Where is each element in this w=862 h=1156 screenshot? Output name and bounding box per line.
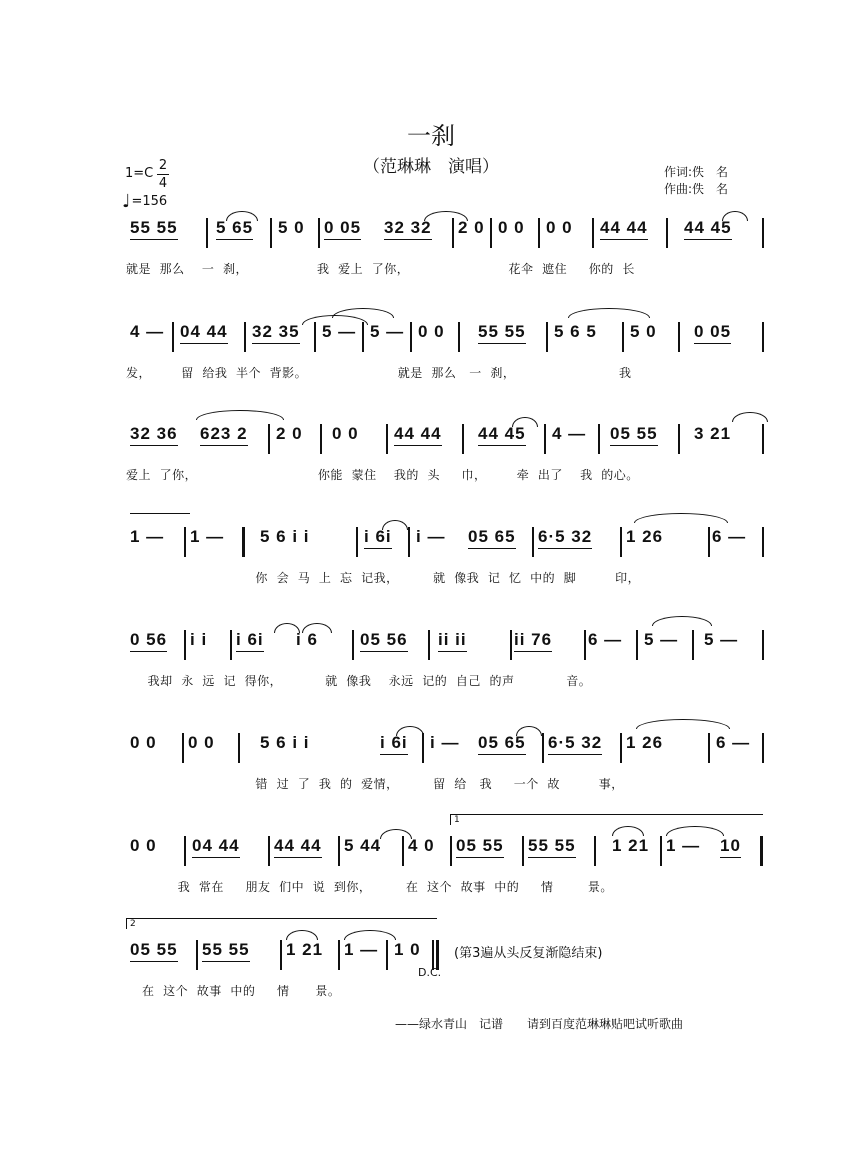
lyrics-row: 发， 留 给我 半个 背影。 就是 那么 一 刹， 我 (126, 366, 632, 380)
score-system-2 (126, 320, 768, 380)
notes-row (126, 815, 768, 874)
lyrics-row: 就是 那么 一 刹， 我 爱上 了你， 花伞 遮住 你的 长 (126, 262, 635, 276)
note-group: 0 0 (130, 733, 157, 752)
notes-row (126, 216, 768, 256)
note-group: 1 — (344, 940, 379, 959)
note-group: 05 65 (468, 527, 516, 549)
barline (184, 630, 186, 660)
barline (320, 424, 322, 454)
barline (270, 218, 272, 248)
barline (352, 630, 354, 660)
barline (636, 630, 638, 660)
barline (196, 940, 198, 970)
note-group: 1 26 (626, 733, 664, 752)
note-group: 32 32 (384, 218, 432, 240)
volta-bracket-1 (450, 814, 763, 825)
barline (184, 836, 186, 866)
note-group: 32 36 (130, 424, 178, 446)
barline (660, 836, 662, 866)
barline (458, 322, 460, 352)
note-group: 5 44 (344, 836, 382, 855)
score-system-8 (126, 919, 768, 998)
barline (280, 940, 282, 970)
lyrics-row: 错 过 了 我 的 爱情， 留 给 我 一个 故 事， (126, 777, 624, 791)
barline (532, 527, 534, 557)
note-group: 0 0 (332, 424, 359, 443)
tempo-value: =156 (131, 194, 168, 209)
barline (678, 424, 680, 454)
note-group: 0 05 (324, 218, 361, 240)
slur (274, 623, 300, 633)
barline (338, 940, 340, 970)
slur (516, 726, 542, 736)
barline (762, 630, 764, 660)
barline (620, 527, 622, 557)
note-group: 05 55 (130, 940, 178, 962)
note-group: 5 6 i i (260, 733, 310, 752)
barline (708, 527, 710, 557)
barline (182, 733, 184, 763)
quarter-note-icon: ♩ (122, 191, 131, 212)
barline (356, 527, 358, 557)
barline (386, 424, 388, 454)
note-group: 05 56 (360, 630, 408, 652)
slur (732, 412, 768, 422)
barline (410, 322, 412, 352)
slur (666, 826, 724, 836)
note-group: 1 21 (612, 836, 650, 855)
slur (226, 211, 258, 221)
note-group: 4 — (552, 424, 587, 443)
notes-row (126, 628, 768, 668)
barline (542, 733, 544, 763)
note-group: 5 65 (216, 218, 253, 240)
notes-row (126, 919, 768, 979)
note-group: 44 44 (600, 218, 648, 240)
barline (386, 940, 388, 970)
note-group: 05 55 (456, 836, 504, 858)
barline (620, 733, 622, 763)
notes-row (126, 422, 768, 462)
tie-line (130, 513, 190, 514)
lyrics-row: 我却 永 远 记 得你， 就 像我 永远 记的 自己 的声 音。 (126, 674, 592, 688)
note-group: 55 55 (528, 836, 576, 858)
barline (230, 630, 232, 660)
slur (196, 410, 284, 420)
lyrics-row: 你 会 马 上 忘 记我， 就 像我 记 忆 中的 脚 印， (126, 571, 641, 585)
note-group: 5 0 (278, 218, 305, 237)
barline (622, 322, 624, 352)
note-group: 44 45 (478, 424, 526, 446)
note-group: 10 (720, 836, 741, 858)
repeat-end-barline (760, 836, 763, 866)
barline (428, 630, 430, 660)
slur (636, 719, 730, 729)
note-group: 44 44 (394, 424, 442, 446)
note-group: 6 — (716, 733, 751, 752)
barline (238, 733, 240, 763)
note-group: 44 44 (274, 836, 322, 858)
barline (592, 218, 594, 248)
barline (268, 836, 270, 866)
barline (318, 218, 320, 248)
note-group: 1 — (190, 527, 225, 546)
note-group: 5 6 5 (554, 322, 597, 341)
note-group: 4 0 (408, 836, 435, 855)
barline (338, 836, 340, 866)
slur (396, 726, 424, 736)
notes-row (126, 731, 768, 771)
note-group: 6 — (588, 630, 623, 649)
barline (678, 322, 680, 352)
note-group: i i (190, 630, 208, 649)
note-group: 55 55 (478, 322, 526, 344)
note-group: 55 55 (130, 218, 178, 240)
note-group: 5 0 (630, 322, 657, 341)
volta-number: 1 (454, 815, 460, 825)
note-group: i — (430, 733, 460, 752)
slur (512, 417, 538, 427)
barline (538, 218, 540, 248)
note-group: 04 44 (180, 322, 228, 344)
barline (598, 424, 600, 454)
time-sig-bottom: 4 (158, 176, 168, 191)
composer-credit: 作曲:佚 名 (664, 182, 729, 196)
barline (452, 218, 454, 248)
barline (544, 424, 546, 454)
barline (490, 218, 492, 248)
barline (522, 836, 524, 866)
tempo-marking (122, 191, 167, 212)
barline (462, 424, 464, 454)
barline (666, 218, 668, 248)
note-group: i 6 (296, 630, 318, 649)
barline (268, 424, 270, 454)
note-group: 5 — (644, 630, 679, 649)
barline (594, 836, 596, 866)
note-group: 5 6 i i (260, 527, 310, 546)
note-group: 1 21 (286, 940, 324, 959)
note-group: 5 — (704, 630, 739, 649)
note-group: 32 35 (252, 322, 300, 344)
note-group: 0 0 (546, 218, 573, 237)
barline (314, 322, 316, 352)
note-group: 0 05 (694, 322, 731, 344)
performer-subtitle: （范琳琳 演唱） (363, 157, 499, 177)
score-system-5 (126, 628, 768, 688)
barline (762, 218, 764, 248)
note-group: i — (416, 527, 446, 546)
note-group: 6·5 32 (548, 733, 602, 755)
barline (244, 322, 246, 352)
barline (408, 527, 410, 557)
slur (344, 930, 396, 940)
slur (568, 308, 650, 318)
dc-mark: D.C. (418, 966, 442, 979)
score-system-3 (126, 422, 768, 482)
barline (546, 322, 548, 352)
barline (692, 630, 694, 660)
slur (634, 513, 728, 523)
note-group: 05 55 (610, 424, 658, 446)
barline (184, 527, 186, 557)
note-group: 1 0 (394, 940, 421, 959)
lyrics-row: 爱上 了你， 你能 蒙住 我的 头 巾， 牵 出了 我 的心。 (126, 468, 639, 482)
note-group: i 6i (236, 630, 264, 652)
note-group: 6 — (712, 527, 747, 546)
note-group: 3 21 (694, 424, 732, 443)
slur (380, 829, 412, 839)
note-group: i 6i (364, 527, 392, 549)
slur (332, 308, 394, 318)
barline (402, 836, 404, 866)
note-group: 0 0 (130, 836, 157, 855)
note-group: i 6i (380, 733, 408, 755)
note-group: ii 76 (514, 630, 552, 652)
score-system-4 (126, 525, 768, 585)
note-group: 0 0 (188, 733, 215, 752)
barline (172, 322, 174, 352)
note-group: 4 — (130, 322, 165, 341)
note-group: 1 26 (626, 527, 664, 546)
song-title: 一刹 (407, 122, 455, 150)
key-signature: 1=C (125, 166, 154, 181)
note-group: 05 65 (478, 733, 526, 755)
note-group: ii ii (438, 630, 467, 652)
notes-row (126, 525, 768, 565)
barline (762, 424, 764, 454)
volta-number: 2 (130, 919, 136, 929)
barline (708, 733, 710, 763)
slur (424, 211, 468, 221)
credits (664, 164, 728, 198)
time-sig-top: 2 (158, 158, 168, 173)
slur (302, 623, 332, 633)
time-signature (157, 158, 169, 191)
barline (584, 630, 586, 660)
barline (362, 322, 364, 352)
notes-row (126, 320, 768, 360)
barline (762, 527, 764, 557)
note-group: 0 0 (418, 322, 445, 341)
lyricist-credit: 作词:佚 名 (664, 165, 729, 179)
barline (206, 218, 208, 248)
score-system-7 (126, 815, 768, 894)
note-group: 6·5 32 (538, 527, 592, 549)
note-group: 5 — (370, 322, 405, 341)
slur (286, 930, 318, 940)
note-group: 1 — (666, 836, 701, 855)
score-system-1 (126, 216, 768, 276)
volta-bracket-2 (126, 918, 437, 929)
note-group: 5 — (322, 322, 357, 341)
slur (652, 616, 712, 626)
slur (382, 520, 408, 530)
score-system-6 (126, 731, 768, 791)
slur (722, 211, 748, 221)
barline (422, 733, 424, 763)
note-group: 623 2 (200, 424, 248, 446)
barline (510, 630, 512, 660)
slur (612, 826, 644, 836)
note-group: 04 44 (192, 836, 240, 858)
lyrics-row: 我 常在 朋友 们中 说 到你， 在 这个 故事 中的 情 景。 (126, 880, 613, 894)
note-group: 0 56 (130, 630, 167, 652)
note-group: 2 0 (458, 218, 485, 237)
note-group: 55 55 (202, 940, 250, 962)
barline (450, 836, 452, 866)
footer-credit: ——绿水青山 记谱 请到百度范琳琳贴吧试听歌曲 (395, 1017, 684, 1031)
ending-instruction: (第3遍从头反复渐隐结束) (454, 946, 603, 961)
barline (762, 322, 764, 352)
note-group: 44 45 (684, 218, 732, 240)
barline (762, 733, 764, 763)
lyrics-row: 在 这个 故事 中的 情 景。 (142, 984, 341, 998)
note-group: 0 0 (498, 218, 525, 237)
note-group: 1 — (130, 527, 165, 546)
time-sig-line (157, 174, 169, 175)
repeat-start-barline (242, 527, 245, 557)
note-group: 2 0 (276, 424, 303, 443)
